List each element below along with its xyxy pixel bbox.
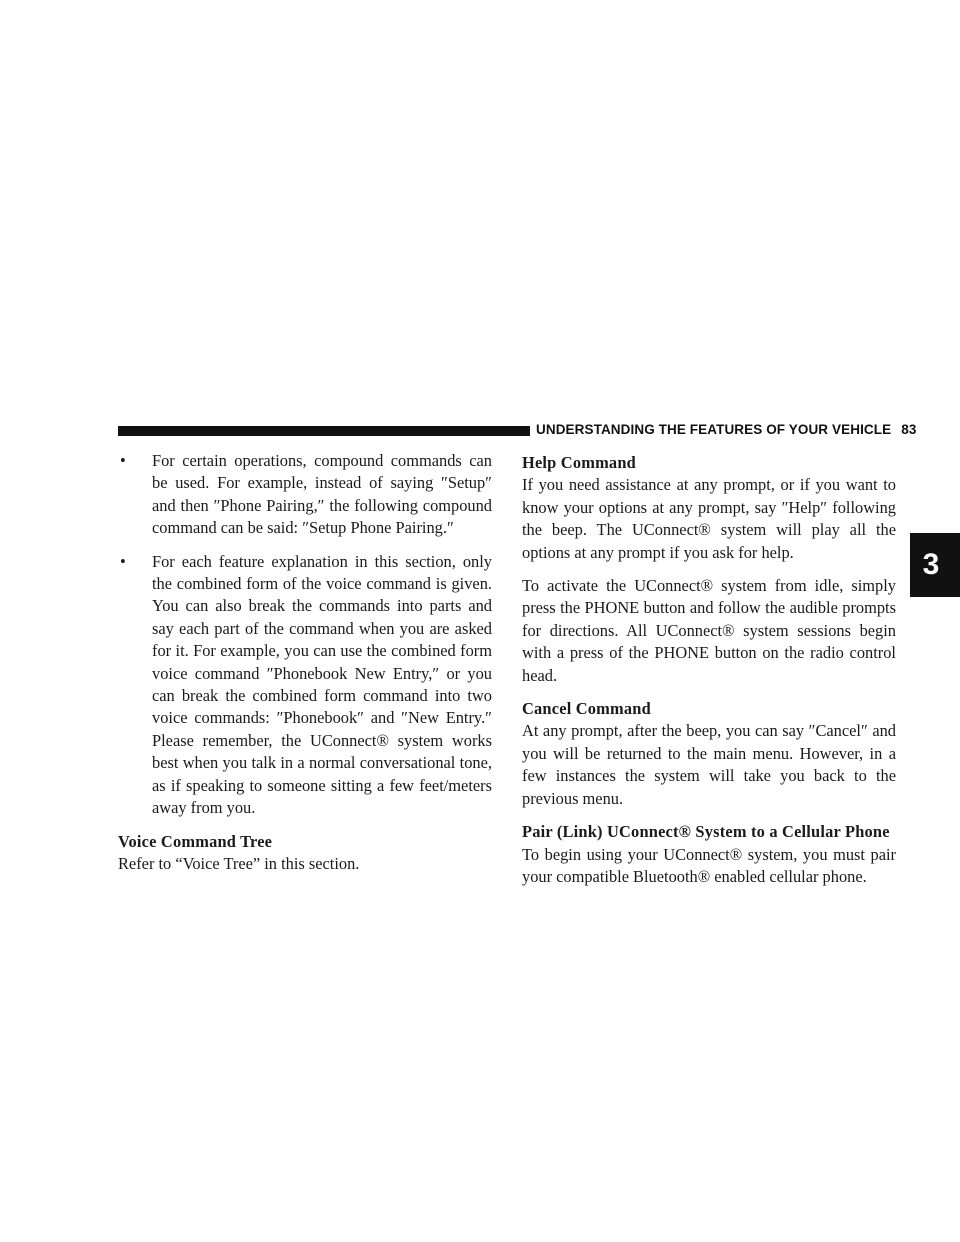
section-title: UNDERSTANDING THE FEATURES OF YOUR VEHICLE — [536, 422, 892, 437]
cancel-command-heading: Cancel Command — [522, 699, 651, 719]
help-command-heading: Help Command — [522, 453, 636, 472]
chapter-tab: 3 — [910, 533, 960, 597]
bullet-icon: • — [120, 551, 126, 571]
activate-text: To activate the UConnect® system from idle, simply press the PHONE button and follow the audible prompts for directions. All UConnect® system sessions begin with a press of the PHONE button on the radio control head. — [522, 576, 896, 685]
pair-phone-text: To begin using your UConnect® system, you must pair your compatible Bluetooth® enabled cellular phone. — [522, 844, 896, 886]
bullet-item-combined-form — [118, 551, 492, 820]
bullet-text: For certain operations, compound commands can be used. For example, instead of saying ″Setup″ and then ″Phone Pairing,″ the following compound command can be said: ″Setup Phone Pairing.″ — [152, 451, 492, 538]
left-column — [118, 450, 492, 886]
help-command-text: If you need assistance at any prompt, or if you want to know your options at any prompt, say ″Help″ following the beep. The UConnect® system will play all the options at any prompt if you ask for help. — [522, 475, 896, 562]
header-rule — [118, 426, 530, 436]
right-column — [522, 450, 896, 899]
bullet-item-compound-commands — [118, 450, 492, 540]
bullet-text: For each feature explanation in this section, only the combined form of the voice command is given. You can also break the commands into parts and say each part of the command when you are asked for it. For example, you can use the combined form voice command ″Phonebook New Entry,″ or you can break the combined form command into two voice commands: ″Phonebook″ and ″New Entry.″ Please remember, the UConnect® system works best when you talk in a normal conversational tone, as if speaking to someone sitting a few feet/meters away from you. — [152, 551, 492, 818]
running-header — [536, 422, 917, 437]
voice-command-tree-text: Refer to “Voice Tree” in this section. — [118, 853, 360, 873]
bullet-icon: • — [120, 451, 126, 470]
cancel-command-text: At any prompt, after the beep, you can say ″Cancel″ and you will be returned to the main menu. However, in a few instances the system will take you back to the previous menu. — [522, 721, 896, 808]
pair-phone-heading: Pair (Link) UConnect® System to a Cellular Phone — [522, 822, 890, 842]
voice-command-tree-heading: Voice Command Tree — [118, 831, 273, 851]
page-number: 83 — [901, 422, 917, 437]
